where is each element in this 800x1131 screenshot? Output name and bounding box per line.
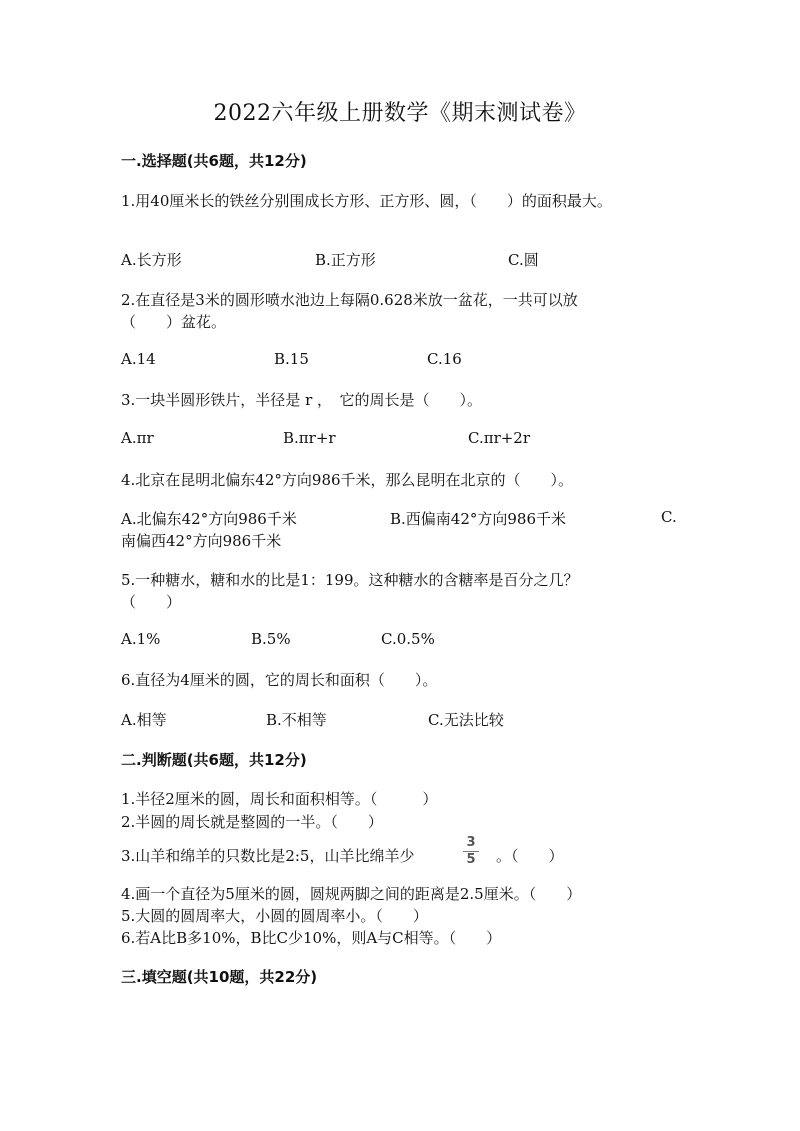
question-5-text-continued: （ ） xyxy=(121,593,182,611)
question-1-option-c: C.圆 xyxy=(508,251,539,269)
question-5-option-b: B.5% xyxy=(251,630,291,648)
question-3-option-a: A.πr xyxy=(121,429,154,447)
true-false-statement-1: 1.半径2厘米的圆，周长和面积相等。（ ） xyxy=(121,790,438,808)
question-5-text: 5.一种糖水，糖和水的比是1：199。这种糖水的含糖率是百分之几？ xyxy=(121,571,579,589)
true-false-statement-3: 3.山羊和绵羊的只数比是2:5，山羊比绵羊少 xyxy=(121,847,415,865)
true-false-statement-4: 4.画一个直径为5厘米的圆，圆规两脚之间的距离是2.5厘米。（ ） xyxy=(121,885,582,903)
question-2-option-c: C.16 xyxy=(427,350,462,368)
question-3-text: 3.一块半圆形铁片，半径是 r ， 它的周长是（ ）。 xyxy=(121,391,483,409)
question-1-option-b: B.正方形 xyxy=(315,251,376,269)
question-6-option-a: A.相等 xyxy=(121,711,167,729)
question-2-option-b: B.15 xyxy=(274,350,309,368)
question-2-text-continued: （ ）盆花。 xyxy=(121,313,227,331)
fraction-denominator: 5 xyxy=(466,852,476,867)
question-2-text: 2.在直径是3米的圆形喷水池边上每隔0.628米放一盆花，一共可以放 xyxy=(121,291,578,309)
question-3-option-b: B.πr+r xyxy=(283,429,336,447)
question-6-option-b: B.不相等 xyxy=(266,711,327,729)
question-3-option-c: C.πr+2r xyxy=(468,429,531,447)
question-5-option-a: A.1% xyxy=(121,630,161,648)
question-6-option-c: C.无法比较 xyxy=(428,711,504,729)
true-false-statement-6: 6.若A比B多10%，B比C少10%，则A与C相等。（ ） xyxy=(121,929,502,947)
question-4-option-c-continued: 南偏西42°方向986千米 xyxy=(121,532,282,550)
true-false-statement-2: 2.半圆的周长就是整圆的一半。（ ） xyxy=(121,813,383,831)
section-heading-multiple-choice: 一.选择题(共6题，共12分) xyxy=(121,152,307,170)
question-6-text: 6.直径为4厘米的圆，它的周长和面积（ ）。 xyxy=(121,671,438,689)
question-4-option-a: A.北偏东42°方向986千米 xyxy=(121,510,297,528)
fraction-numerator: 3 xyxy=(466,835,476,850)
question-4-option-c: C. xyxy=(661,508,677,526)
section-heading-true-false: 二.判断题(共6题，共12分) xyxy=(121,751,307,769)
question-2-option-a: A.14 xyxy=(121,350,156,368)
true-false-statement-3-tail: 。（ ） xyxy=(496,847,564,865)
true-false-statement-5: 5.大圆的圆周率大，小圆的圆周率小。（ ） xyxy=(121,907,428,925)
fraction-three-fifths xyxy=(463,836,479,867)
page-title: 2022六年级上册数学《期末测试卷》 xyxy=(213,101,587,126)
section-heading-fill-in: 三.填空题(共10题，共22分) xyxy=(121,968,318,986)
question-1-option-a: A.长方形 xyxy=(121,251,182,269)
question-4-text: 4.北京在昆明北偏东42°方向986千米，那么昆明在北京的（ ）。 xyxy=(121,471,574,489)
question-1-text: 1.用40厘米长的铁丝分别围成长方形、正方形、圆，（ ）的面积最大。 xyxy=(121,192,612,210)
question-4-option-b: B.西偏南42°方向986千米 xyxy=(390,510,567,528)
question-5-option-c: C.0.5% xyxy=(381,630,435,648)
